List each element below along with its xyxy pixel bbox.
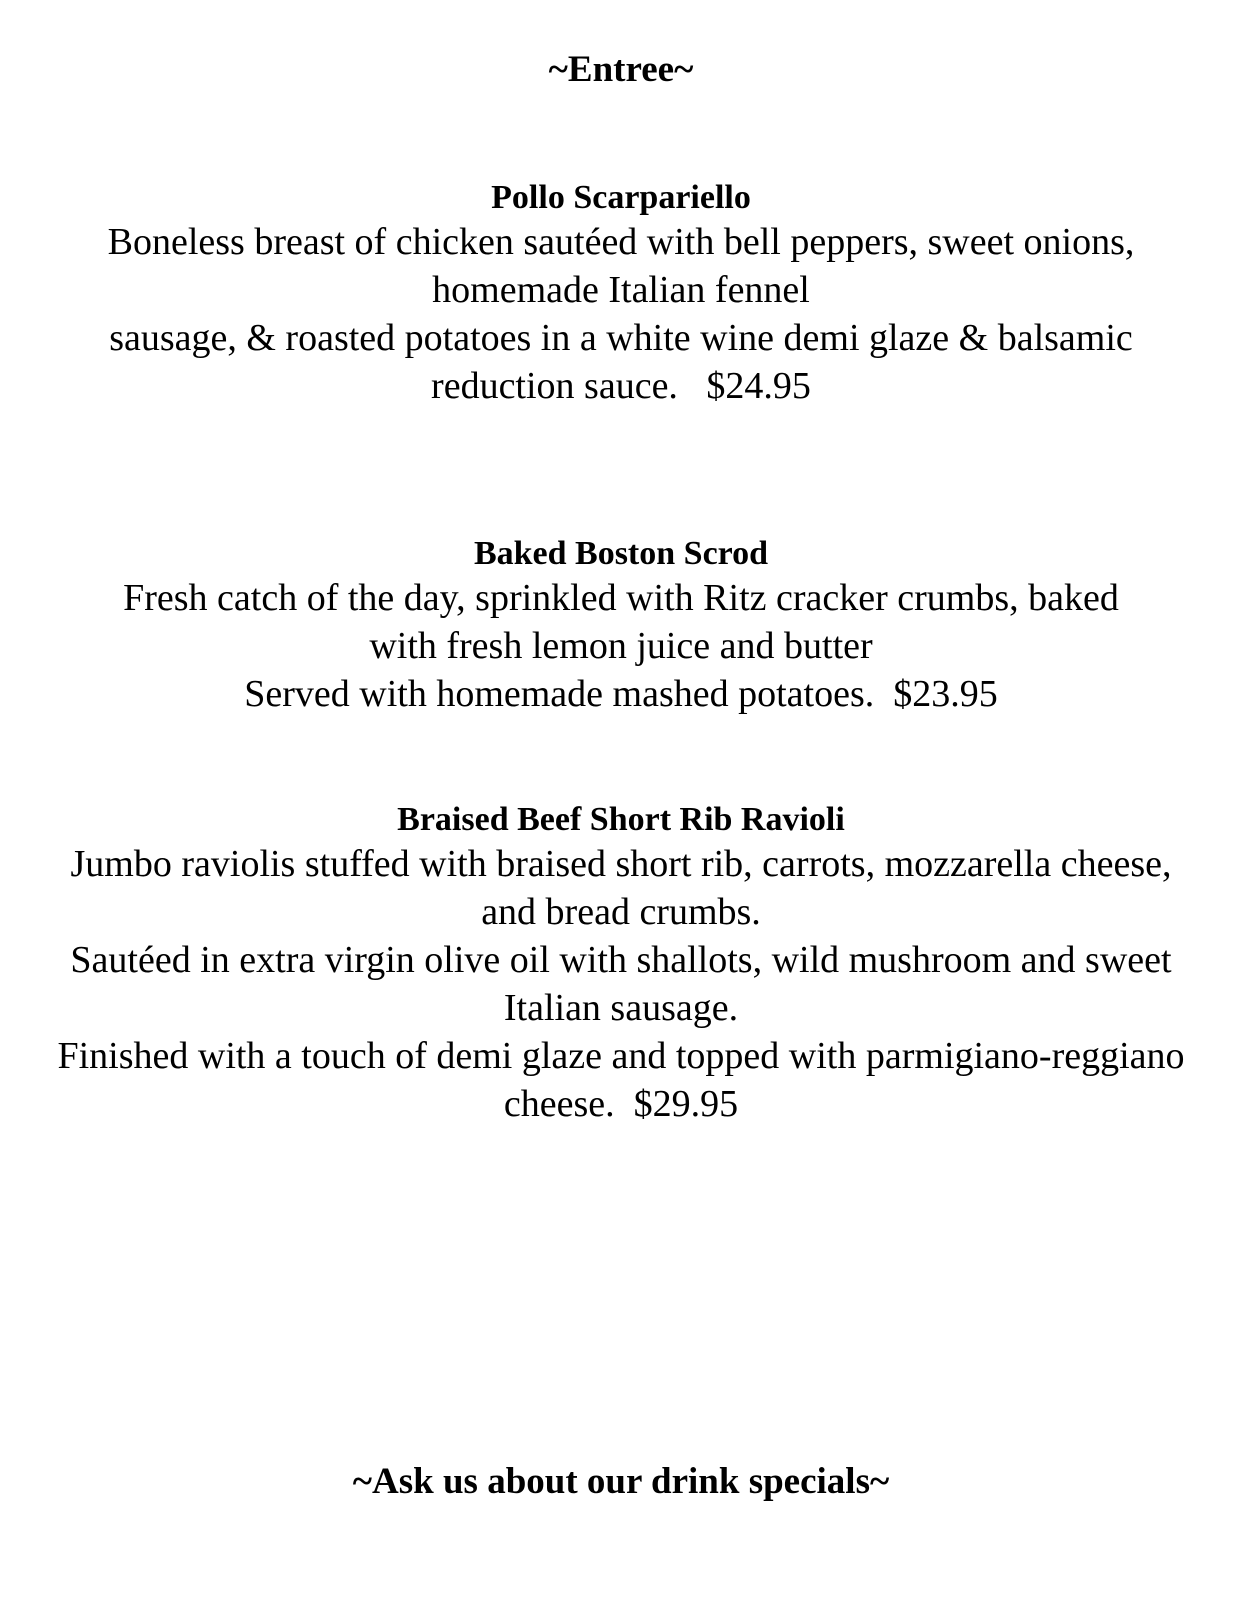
- description-line: homemade Italian fennel: [432, 269, 810, 311]
- menu-item-pollo-scarpariello: [0, 178, 1242, 410]
- menu-item-baked-boston-scrod: [0, 534, 1242, 718]
- section-heading: ~Entree~: [548, 49, 694, 90]
- description-line: Finished with a touch of demi glaze and topped with parmigiano-reggiano: [57, 1035, 1185, 1077]
- menu-item-description: [0, 574, 1242, 718]
- menu-item-description: [0, 218, 1242, 410]
- menu-item-name: Pollo Scarpariello: [491, 179, 751, 216]
- description-line: Sautéed in extra virgin olive oil with shallots, wild mushroom and sweet: [70, 939, 1172, 981]
- description-line: Jumbo raviolis stuffed with braised short rib, carrots, mozzarella cheese,: [70, 843, 1172, 885]
- description-line: reduction sauce. $24.95: [431, 365, 811, 407]
- description-line: cheese. $29.95: [503, 1083, 739, 1125]
- description-line: Served with homemade mashed potatoes. $23.95: [244, 673, 998, 715]
- menu-item-braised-beef-short-rib-ravioli: [0, 800, 1242, 1128]
- drink-specials-note: ~Ask us about our drink specials~: [352, 1461, 890, 1502]
- menu-item-name: Baked Boston Scrod: [473, 535, 769, 572]
- description-line: with fresh lemon juice and butter: [369, 625, 873, 667]
- description-line: Fresh catch of the day, sprinkled with Ritz cracker crumbs, baked: [123, 577, 1119, 619]
- menu-item-name: Braised Beef Short Rib Ravioli: [397, 801, 845, 838]
- description-line: Boneless breast of chicken sautéed with bell peppers, sweet onions,: [107, 221, 1135, 263]
- menu-item-description: [0, 840, 1242, 1128]
- description-line: Italian sausage.: [503, 987, 739, 1029]
- description-line: sausage, & roasted potatoes in a white wine demi glaze & balsamic: [109, 317, 1133, 359]
- description-line: and bread crumbs.: [481, 891, 761, 933]
